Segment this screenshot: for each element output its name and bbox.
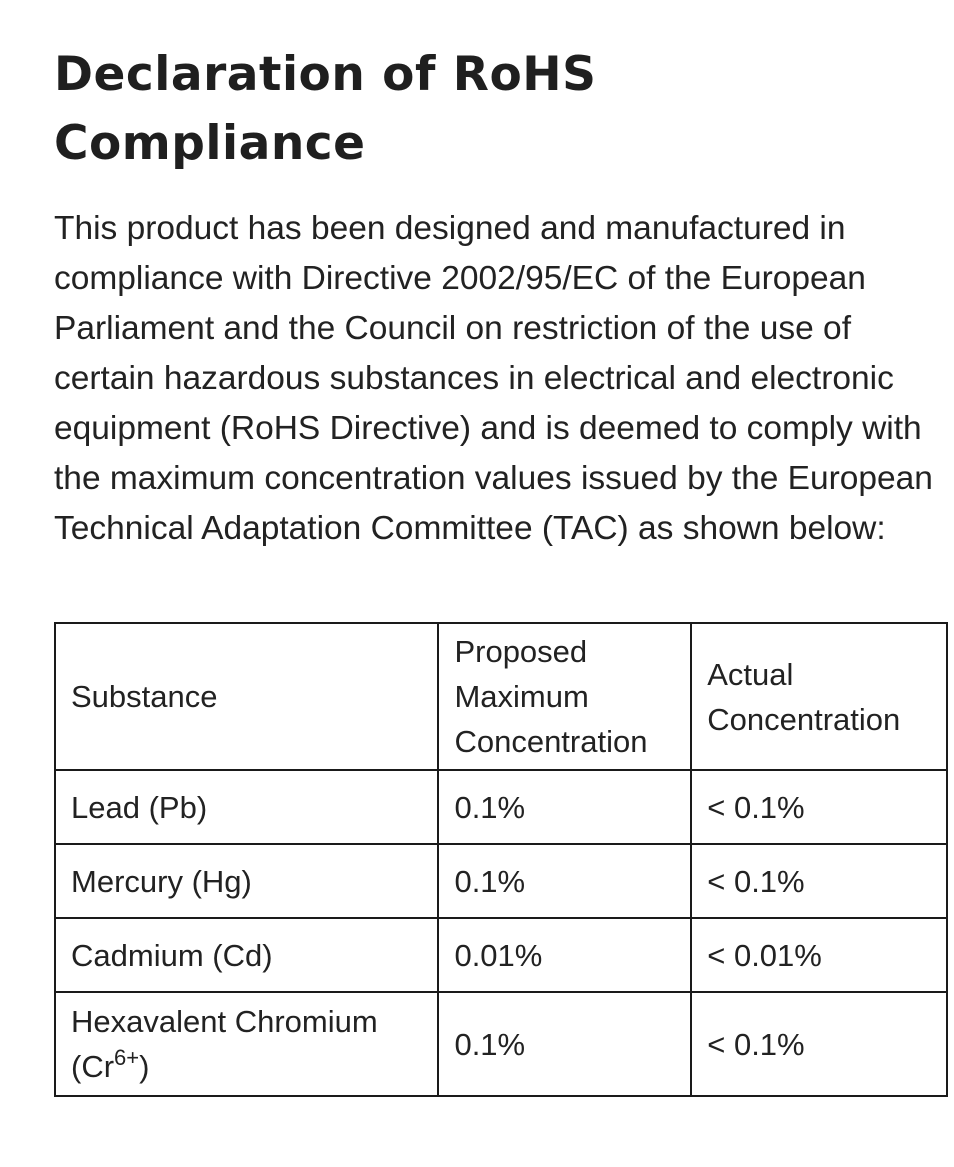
cell-proposed: 0.01% — [438, 918, 691, 992]
table-row — [55, 918, 947, 992]
cell-proposed: 0.1% — [438, 770, 691, 844]
oxidation-state: 6+ — [114, 1045, 140, 1070]
table-row — [55, 844, 947, 918]
cell-substance: Lead (Pb) — [55, 770, 438, 844]
intro-paragraph: This product has been designed and manufactured in compliance with Directive 2002/95/EC of the European Parliament and the Council on restriction of the use of certain hazardous substances in electrical and electronic equipment (RoHS Directive) and is deemed to comply with the maximum concentration values issued by the European Technical Adaptation Committee (TAC) as shown below: — [54, 210, 933, 547]
header-actual: Actual Concentration — [691, 623, 947, 770]
cell-proposed: 0.1% — [438, 844, 691, 918]
cell-substance: Mercury (Hg) — [55, 844, 438, 918]
cell-actual: < 0.1% — [691, 844, 947, 918]
header-substance: Substance — [55, 623, 438, 770]
table-row — [55, 770, 947, 844]
cell-proposed: 0.1% — [438, 992, 691, 1096]
cell-actual: < 0.1% — [691, 770, 947, 844]
concentration-table — [54, 622, 948, 1097]
cell-substance: Cadmium (Cd) — [55, 918, 438, 992]
substance-name-tail: ) — [139, 1049, 150, 1084]
table-header-row — [55, 623, 947, 770]
document-page — [54, 40, 948, 1084]
table-row — [55, 992, 947, 1096]
page-title: Declaration of RoHS Compliance — [54, 47, 597, 171]
substance-name: Hexavalent Chromium (Cr — [71, 1004, 378, 1084]
cell-substance — [55, 992, 438, 1096]
header-proposed-max: Proposed Maximum Concentration — [438, 623, 691, 770]
cell-actual: < 0.01% — [691, 918, 947, 992]
cell-actual: < 0.1% — [691, 992, 947, 1096]
